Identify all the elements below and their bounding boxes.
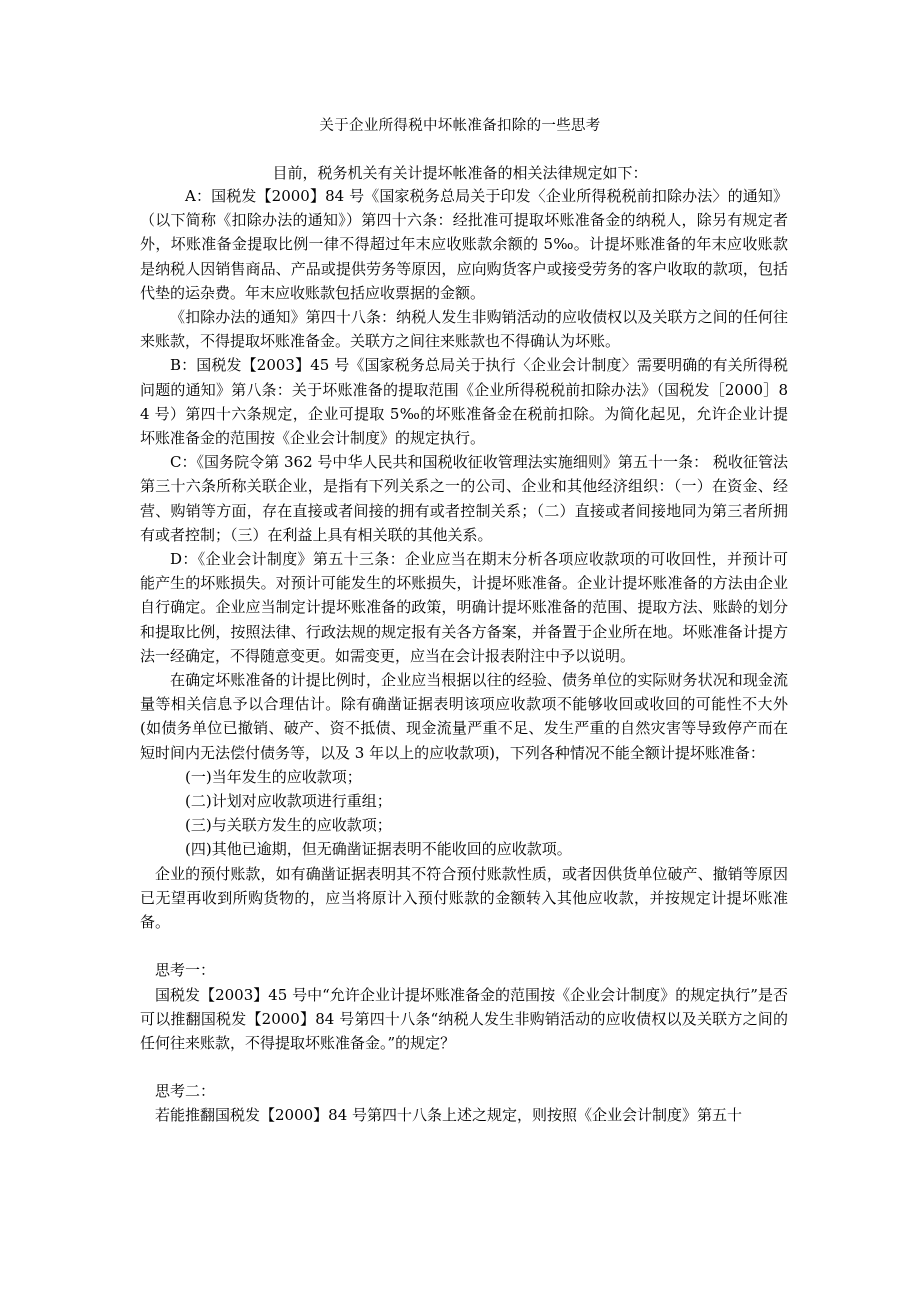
paragraph-d: D：《企业会计制度》第五十三条：企业应当在期末分析各项应收款项的可收回性，并预计可能产生的坏账损失。对预计可能发生的坏账损失，计提坏账准备。企业计提坏账准备的方法由企业自行确定。企业应当制定计提坏账准备的政策，明确计提坏账准备的范围、提取方法、账龄的划分和提取比例，按照法律、行政法规的规定报有关各方备案，并备置于企业所在地。坏账准备计提方法一经确定，不得随意变更。如需变更，应当在会计报表附注中予以说明。 bbox=[140, 550, 788, 665]
list-item: (三)与关联方发生的应收款项； bbox=[185, 816, 392, 835]
thought-one-text: 国税发【2003】45 号中“允许企业计提坏账准备金的范围按《企业会计制度》的规定执行”是否可以推翻国税发【2000】84 号第四十八条“纳税人发生非购销活动的应收债权以及关联方之间的任何往来账款，不得提取坏账准备金。”的规定？ bbox=[140, 985, 788, 1052]
list-item: (四)其他已逾期，但无确凿证据表明不能收回的应收款项。 bbox=[185, 840, 572, 859]
thought-one-heading: 思考一： bbox=[155, 961, 216, 980]
thought-two-heading: 思考二： bbox=[155, 1082, 216, 1101]
document-body bbox=[140, 184, 788, 1128]
spacer bbox=[140, 1055, 788, 1079]
list-item: (二)计划对应收款项进行重组； bbox=[185, 792, 392, 811]
paragraph-b: B：国税发【2003】45 号《国家税务总局关于执行〈企业会计制度〉需要明确的有关所得税问题的通知》第八条：关于坏账准备的提取范围《企业所得税税前扣除办法》（国税发［2000］84 号）第四十六条规定，企业可提取 5‰的坏账准备金在税前扣除。为简化起见，允许企业计提坏账准备金的范围按《企业会计制度》的规定执行。 bbox=[140, 356, 788, 448]
intro-line: 目前，税务机关有关计提坏帐准备的相关法律规定如下： bbox=[272, 164, 648, 182]
document-title: 关于企业所得税中坏帐准备扣除的一些思考 bbox=[319, 118, 601, 134]
paragraph-c: C：《国务院令第 362 号中华人民共和国税收征收管理法实施细则》第五十一条： 税收征管法第三十六条所称关联企业，是指有下列关系之一的公司、企业和其他经济组织：（一）在资金、经营、购销等方面，存在直接或者间接的拥有或者控制关系；（二）直接或者间接地同为第三者所拥有或者控制；（三）在利益上具有相关联的其他关系。 bbox=[140, 453, 788, 544]
paragraph-a-article-46: A：国税发【2000】84 号《国家税务总局关于印发〈企业所得税税前扣除办法〉的通知》（以下简称《扣除办法的通知》）第四十六条：经批准可提取坏账准备金的纳税人，除另有规定者外，坏账准备金提取比例一律不得超过年末应收账款余额的 5‰。计提坏账准备的年末应收账款是纳税人因销售商品、产品或提供劳务等原因，应向购货客户或接受劳务的客户收取的款项，包括代垫的运杂费。年末应收账款包括应收票据的金额。 bbox=[140, 187, 788, 302]
thought-two-text: 若能推翻国税发【2000】84 号第四十八条上述之规定，则按照《企业会计制度》第五十 bbox=[155, 1106, 743, 1125]
paragraph-f: 企业的预付账款，如有确凿证据表明其不符合预付账款性质，或者因供货单位破产、撤销等原因已无望再收到所购货物的，应当将原计入预付账款的金额转入其他应收款，并按规定计提坏账准备。 bbox=[140, 864, 788, 932]
list-item: (一)当年发生的应收款项； bbox=[185, 767, 362, 786]
paragraph-a-article-48: 《扣除办法的通知》第四十八条：纳税人发生非购销活动的应收债权以及关联方之间的任何往来账款，不得提取坏账准备金。关联方之间往来账款也不得确认为坏账。 bbox=[140, 308, 788, 351]
spacer bbox=[140, 934, 788, 958]
paragraph-e: 在确定坏账准备的计提比例时，企业应当根据以往的经验、债务单位的实际财务状况和现金流量等相关信息予以合理估计。除有确凿证据表明该项应收款项不能够收回或收回的可能性不大外(如债务单位已撤销、破产、资不抵债、现金流量严重不足、发生严重的自然灾害等导致停产而在短时间内无法偿付债务等，以及 3 年以上的应收款项)，下列各种情况不能全额计提坏账准备： bbox=[140, 671, 788, 762]
